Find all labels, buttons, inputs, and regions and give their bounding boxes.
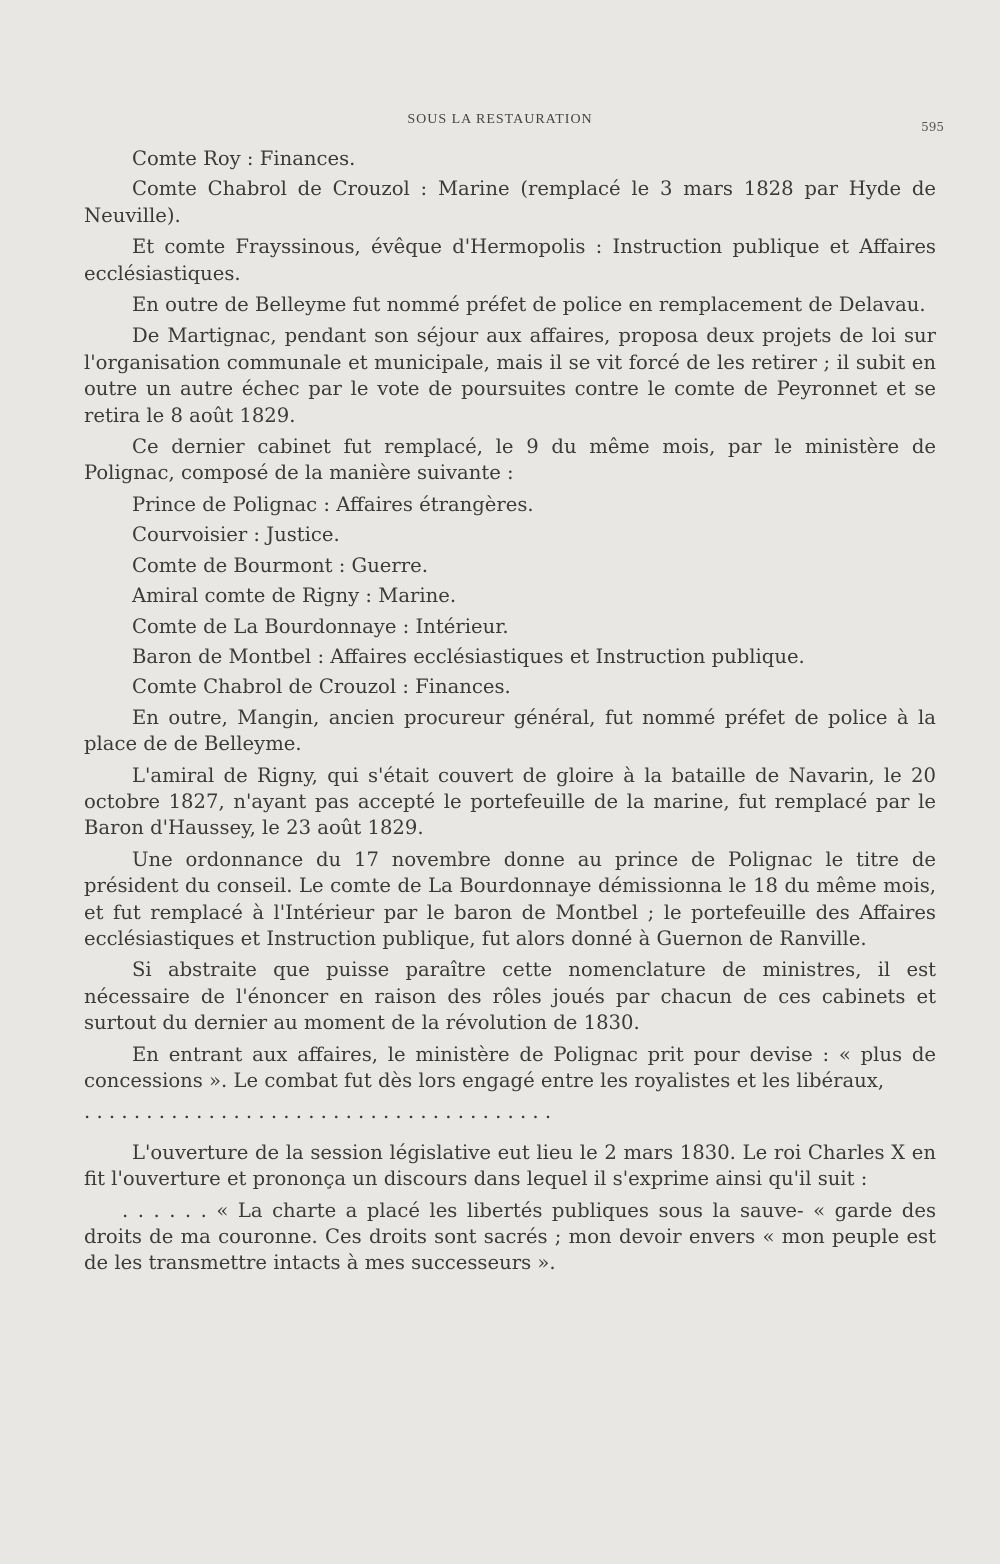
paragraph: Comte Roy : Finances. xyxy=(132,147,356,170)
paragraph: Comte Chabrol de Crouzol : Marine (remplacé le 3 mars 1828 par Hyde de Neuville). xyxy=(84,177,936,227)
paragraph: En outre de Belleyme fut nommé préfet de police en remplacement de Delavau. xyxy=(132,293,926,317)
paragraph: Si abstraite que puisse paraître cette nomenclature de ministres, il est nécessaire de l'énoncer en raison des rôles joués par chacun de ces cabinets et surtout du dernier au moment de la révolution de 1830. xyxy=(84,958,936,1035)
paragraph: Courvoisier : Justice. xyxy=(132,523,340,547)
paragraph: De Martignac, pendant son séjour aux affaires, proposa deux projets de loi sur l'organisation communale et municipale, mais il se vit forcé de les retirer ; il subit en outre un autre échec par le vote de poursuites contre le comte de Peyronnet et se retira le 8 août 1829. xyxy=(84,324,936,427)
paragraph: Prince de Polignac : Affaires étrangères. xyxy=(132,492,534,516)
paragraph: Et comte Frayssinous, évêque d'Hermopolis : Instruction publique et Affaires ecclésiastiques. xyxy=(84,235,936,285)
paragraph: Comte de La Bourdonnaye : Intérieur. xyxy=(132,614,509,638)
paragraph: L'ouverture de la session législative eut lieu le 2 mars 1830. Le roi Charles X en fit l'ouverture et prononça un discours dans lequel il s'exprime ainsi qu'il suit : xyxy=(84,1140,936,1191)
ellipsis-line: . . . . . . . . . . . . . . . . . . . . . . . . . . . . . . . . . . . . . . xyxy=(84,1100,552,1124)
paragraph: Une ordonnance du 17 novembre donne au prince de Polignac le titre de président du conseil. Le comte de La Bourdonnaye démissionna le 18 du même mois, et fut remplacé à l'Intérieur par le baron de Montbel ; le portefeuille des Affaires ecclésiastiques et Instruction publique, fut alors donné à Guernon de Ranville. xyxy=(84,847,936,950)
paragraph: En entrant aux affaires, le ministère de Polignac prit pour devise : « plus de concessions ». Le combat fut dès lors engagé entre les royalistes et les libéraux, xyxy=(84,1042,936,1092)
running-title: SOUS LA RESTAURATION xyxy=(407,112,593,127)
paragraph: En outre, Mangin, ancien procureur général, fut nommé préfet de police à la place de de Belleyme. xyxy=(84,705,936,756)
paragraph: L'amiral de Rigny, qui s'était couvert de gloire à la bataille de Navarin, le 20 octobre 1827, n'ayant pas accepté le portefeuille de la marine, fut remplacé par le Baron d'Haussey, le 23 août 1829. xyxy=(84,763,936,840)
body-text xyxy=(84,146,936,1282)
paragraph: Comte Chabrol de Crouzol : Finances. xyxy=(132,675,511,699)
paragraph: Comte de Bourmont : Guerre. xyxy=(132,553,428,577)
quotation: . . . . . . « La charte a placé les libertés publiques sous la sauve- « garde des droits de ma couronne. Ces droits sont sacrés ; mon devoir envers « mon peuple est de les transmettre intacts à mes successeurs ». xyxy=(84,1198,936,1275)
paragraph: Amiral comte de Rigny : Marine. xyxy=(132,584,457,608)
page-number: 595 xyxy=(921,120,944,134)
paragraph: Baron de Montbel : Affaires ecclésiastiques et Instruction publique. xyxy=(132,644,805,668)
paragraph: Ce dernier cabinet fut remplacé, le 9 du même mois, par le ministère de Polignac, composé de la manière suivante : xyxy=(84,435,936,485)
